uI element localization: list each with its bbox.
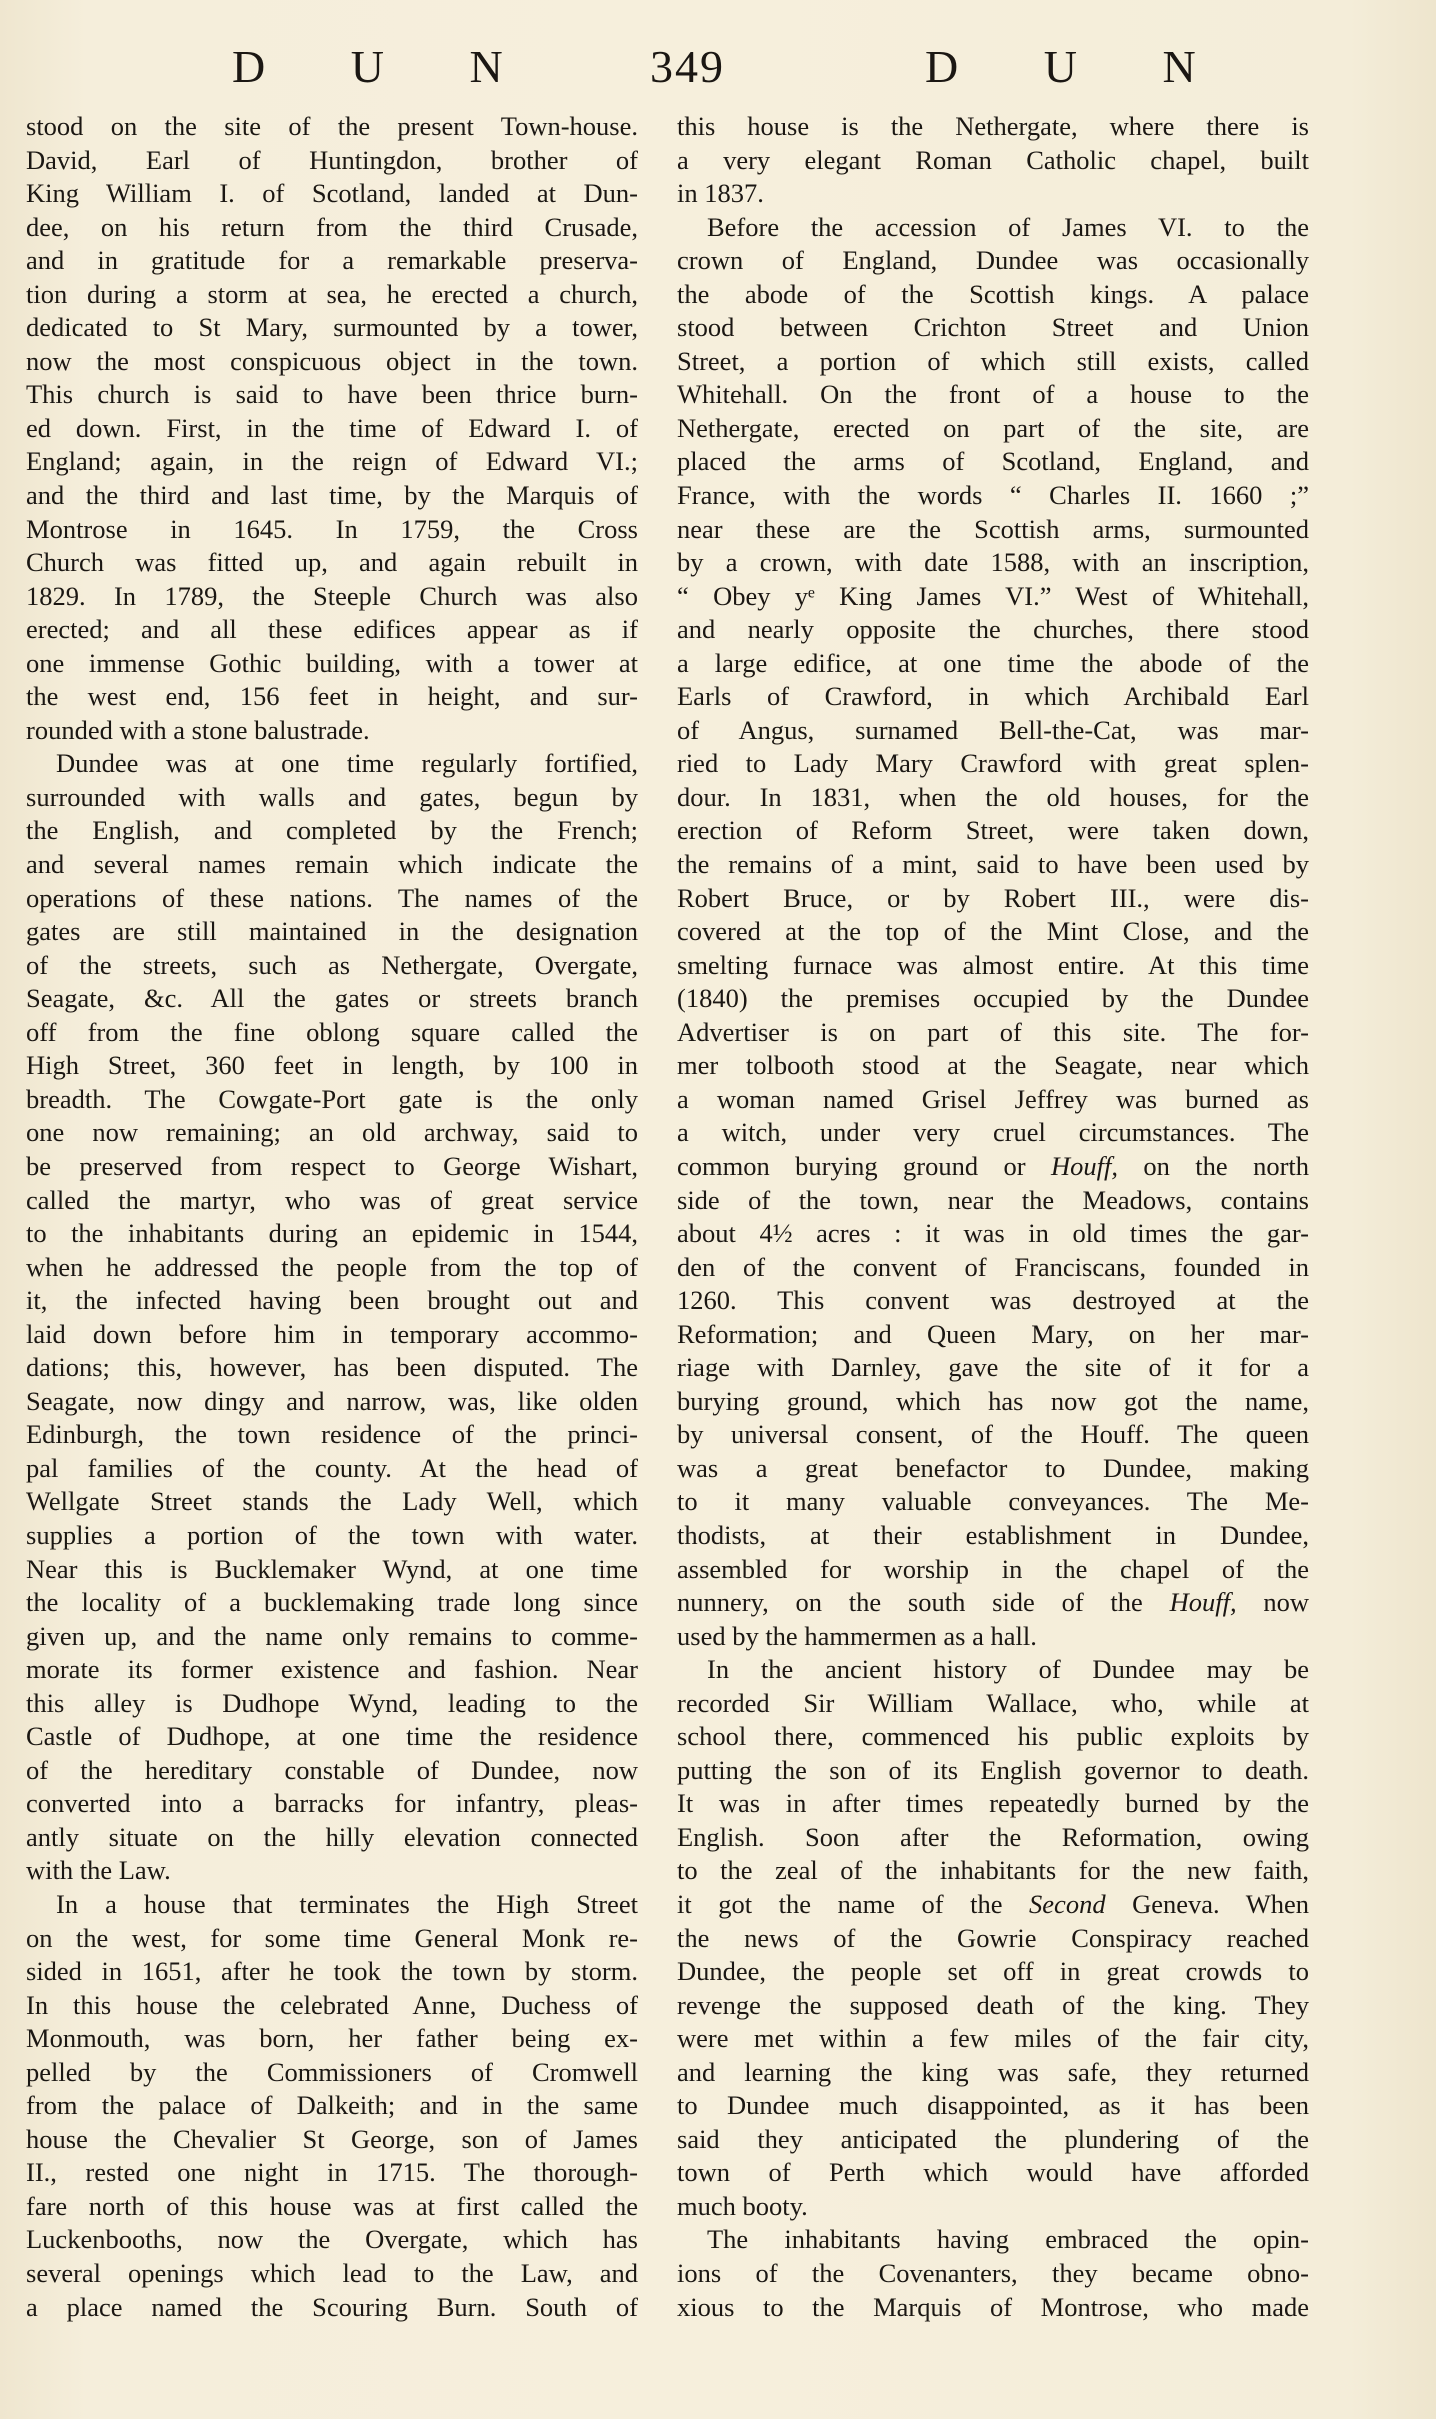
text-line: of the hereditary constable of Dundee, now [26,1754,638,1785]
text-line: breadth. The Cowgate-Port gate is the only [26,1083,638,1114]
text-line: II., rested one night in 1715. The thorough- [26,2157,638,2188]
text-line: dations; this, however, has been disputed. The [26,1352,638,1383]
text-line: given up, and the name only remains to comme- [26,1620,638,1651]
text-line: with the Law. [26,1855,171,1886]
header-left-word: D U N [232,41,525,92]
text-line: sided in 1651, after he took the town by storm. [26,1956,638,1987]
text-line: to the zeal of the inhabitants for the new faith, [677,1855,1309,1886]
text-line: Luckenbooths, now the Overgate, which has [26,2224,638,2255]
text-line: This church is said to have been thrice burn- [26,379,638,410]
text-line: was a great benefactor to Dundee, making [677,1452,1309,1483]
text-line: revenge the supposed death of the king. They [677,1989,1309,2020]
text-line: it got the name of the Second Geneva. When [677,1888,1309,1919]
text-line: xious to the Marquis of Montrose, who made [677,2291,1309,2322]
text-line: stood on the site of the present Town-house. [26,111,638,141]
text-line: the abode of the Scottish kings. A palace [677,278,1309,309]
text-line: were met within a few miles of the fair city, [677,2023,1309,2054]
text-line: thodists, at their establishment in Dundee, [677,1519,1309,1550]
text-line: and nearly opposite the churches, there stood [677,614,1309,645]
text-line: when he addressed the people from the top of [26,1251,638,1282]
text-line: Dundee was at one time regularly fortified, [56,748,638,779]
text-line: Whitehall. On the front of a house to the [677,379,1309,410]
text-line: said they anticipated the plundering of the [677,2123,1309,2154]
text-line: High Street, 360 feet in length, by 100 in [26,1050,638,1081]
text-line: Robert Bruce, or by Robert III., were dis- [677,882,1309,913]
text-line: pal families of the county. At the head of [26,1452,638,1483]
text-line: a very elegant Roman Catholic chapel, built [677,144,1309,175]
text-line: this alley is Dudhope Wynd, leading to the [26,1687,638,1718]
text-line: tion during a storm at sea, he erected a church, [26,278,638,309]
text-line: a woman named Grisel Jeffrey was burned as [677,1083,1309,1114]
text-line: In the ancient history of Dundee may be [707,1654,1309,1685]
text-line: gates are still maintained in the designation [26,916,638,947]
text-line: and in gratitude for a remarkable preserva- [26,245,638,276]
text-line: The inhabitants having embraced the opin- [707,2224,1309,2255]
text-line: in 1837. [677,178,764,209]
text-line: converted into a barracks for infantry, pleas- [26,1788,638,1819]
text-line: assembled for worship in the chapel of the [677,1553,1309,1584]
text-line: much booty. [677,2190,808,2221]
text-line: placed the arms of Scotland, England, and [677,446,1309,477]
text-line: morate its former existence and fashion. Near [26,1654,638,1685]
text-line: Near this is Bucklemaker Wynd, at one time [26,1553,638,1584]
text-line: a place named the Scouring Burn. South of [26,2291,638,2322]
italic-term: Houff, [1050,1150,1118,1181]
text-line: by a crown, with date 1588, with an inscription, [677,547,1309,578]
text-line: about 4½ acres : it was in old times the gar- [677,1218,1309,1249]
text-line: of Angus, surnamed Bell-the-Cat, was mar- [677,714,1309,745]
text-line: Castle of Dudhope, at one time the residence [26,1721,638,1752]
text-line: it, the infected having been brought out and [26,1285,638,1316]
text-line: laid down before him in temporary accommo- [26,1318,638,1349]
text-line: In this house the celebrated Anne, Duchess of [26,1989,638,2020]
text-line: be preserved from respect to George Wishart, [26,1150,638,1181]
text-line: Seagate, now dingy and narrow, was, like olden [26,1385,638,1416]
text-line: Church was fitted up, and again rebuilt in [26,547,638,578]
text-line: Monmouth, was born, her father being ex- [26,2023,638,2054]
text-line: In a house that terminates the High Street [56,1888,638,1919]
text-line: Earls of Crawford, in which Archibald Earl [677,681,1309,712]
text-line: It was in after times repeatedly burned by the [677,1788,1309,1819]
right-text-column [677,110,1309,2324]
text-line: erected; and all these edifices appear as if [26,614,638,645]
text-line: and the third and last time, by the Marquis of [26,480,638,511]
text-line: den of the convent of Franciscans, founded in [677,1251,1309,1282]
text-line: town of Perth which would have afforded [677,2157,1309,2188]
text-line: off from the fine oblong square called the [26,1016,638,1047]
text-line: burying ground, which has now got the name, [677,1385,1309,1416]
text-line: operations of these nations. The names of the [26,882,638,913]
text-line: France, with the words “ Charles II. 1660 ;” [677,480,1309,511]
text-line: of the streets, such as Nethergate, Overgate, [26,949,638,980]
text-line: supplies a portion of the town with water. [26,1519,638,1550]
text-line: ried to Lady Mary Crawford with great splen- [677,748,1309,779]
text-line: Dundee, the people set off in great crowds to [677,1956,1309,1987]
running-header [0,40,1436,110]
left-text-column [26,110,638,2324]
text-line: dee, on his return from the third Crusade, [26,211,638,242]
text-line: erection of Reform Street, were taken down, [677,815,1309,846]
text-line: David, Earl of Huntingdon, brother of [26,144,638,175]
text-line: the west end, 156 feet in height, and sur- [26,681,638,712]
text-line: and several names remain which indicate the [26,849,638,880]
text-line: called the martyr, who was of great service [26,1184,638,1215]
text-line: Nethergate, erected on part of the site, are [677,412,1309,443]
text-line: rounded with a stone balustrade. [26,714,370,745]
text-line: surrounded with walls and gates, begun by [26,781,638,812]
text-line: now the most conspicuous object in the town. [26,345,638,376]
text-line: 1260. This convent was destroyed at the [677,1285,1309,1316]
text-line: school there, commenced his public exploits by [677,1721,1309,1752]
text-line: to Dundee much disappointed, as it has been [677,2090,1309,2121]
italic-term: Second [1029,1888,1106,1919]
text-line: Seagate, &c. All the gates or streets branch [26,983,638,1014]
text-line: Advertiser is on part of this site. The for- [677,1016,1309,1047]
text-line: putting the son of its English governor to death. [677,1754,1309,1785]
text-line: the English, and completed by the French; [26,815,638,846]
text-line: ed down. First, in the time of Edward I. of [26,412,638,443]
text-line: one immense Gothic building, with a tower at [26,647,638,678]
text-line: a witch, under very cruel circumstances. The [677,1117,1309,1148]
text-line: King William I. of Scotland, landed at Dun- [26,178,638,209]
text-line: recorded Sir William Wallace, who, while at [677,1687,1309,1718]
text-line: near these are the Scottish arms, surmounted [677,513,1309,544]
text-line: Street, a portion of which still exists, called [677,345,1309,376]
text-line: to the inhabitants during an epidemic in 1544, [26,1218,638,1249]
text-line: English. Soon after the Reformation, owing [677,1821,1309,1852]
text-line: the news of the Gowrie Conspiracy reached [677,1922,1309,1953]
text-line: ions of the Covenanters, they became obno- [677,2258,1309,2288]
text-line: “ Obey yᵉ King James VI.” West of Whitehall, [677,580,1309,611]
text-line: fare north of this house was at first called the [26,2190,638,2221]
text-line: antly situate on the hilly elevation connected [26,1821,638,1852]
text-line: England; again, in the reign of Edward VI.; [26,446,638,477]
text-line: this house is the Nethergate, where there is [677,111,1309,141]
text-line: by universal consent, of the Houff. The queen [677,1419,1309,1450]
text-line: used by the hammermen as a hall. [677,1620,1037,1651]
italic-term: Houff, [1169,1587,1237,1618]
text-line: a large edifice, at one time the abode of the [677,647,1309,678]
page-number: 349 [650,41,725,92]
text-line: side of the town, near the Meadows, contains [677,1184,1309,1215]
text-line: mer tolbooth stood at the Seagate, near which [677,1050,1309,1081]
text-line: common burying ground or Houff, on the north [677,1150,1309,1181]
text-line: the locality of a bucklemaking trade long since [26,1587,638,1618]
text-line: and learning the king was safe, they returned [677,2056,1309,2087]
header-right-word: D U N [925,41,1218,92]
text-line: smelting furnace was almost entire. At this time [677,949,1309,980]
text-line: from the palace of Dalkeith; and in the same [26,2090,638,2121]
text-line: stood between Crichton Street and Union [677,312,1309,343]
text-line: several openings which lead to the Law, and [26,2258,638,2288]
text-line: pelled by the Commissioners of Cromwell [26,2056,638,2087]
text-line: covered at the top of the Mint Close, and the [677,916,1309,947]
text-line: riage with Darnley, gave the site of it for a [677,1352,1309,1383]
text-line: house the Chevalier St George, son of James [26,2123,638,2154]
text-line: Reformation; and Queen Mary, on her mar- [677,1318,1309,1349]
text-line: Montrose in 1645. In 1759, the Cross [26,513,638,544]
text-line: dedicated to St Mary, surmounted by a tower, [26,312,638,343]
text-line: crown of England, Dundee was occasionally [677,245,1309,276]
text-line: one now remaining; an old archway, said to [26,1117,638,1148]
text-line: 1829. In 1789, the Steeple Church was also [26,580,638,611]
text-line: to it many valuable conveyances. The Me- [677,1486,1309,1517]
text-line: dour. In 1831, when the old houses, for the [677,781,1309,812]
text-line: nunnery, on the south side of the Houff, now [677,1587,1309,1618]
text-line: the remains of a mint, said to have been used by [677,849,1309,880]
text-line: Before the accession of James VI. to the [707,211,1309,242]
text-line: on the west, for some time General Monk re- [26,1922,638,1953]
text-line: Edinburgh, the town residence of the princi- [26,1419,638,1450]
text-line: Wellgate Street stands the Lady Well, which [26,1486,638,1517]
text-line: (1840) the premises occupied by the Dundee [677,983,1309,1014]
